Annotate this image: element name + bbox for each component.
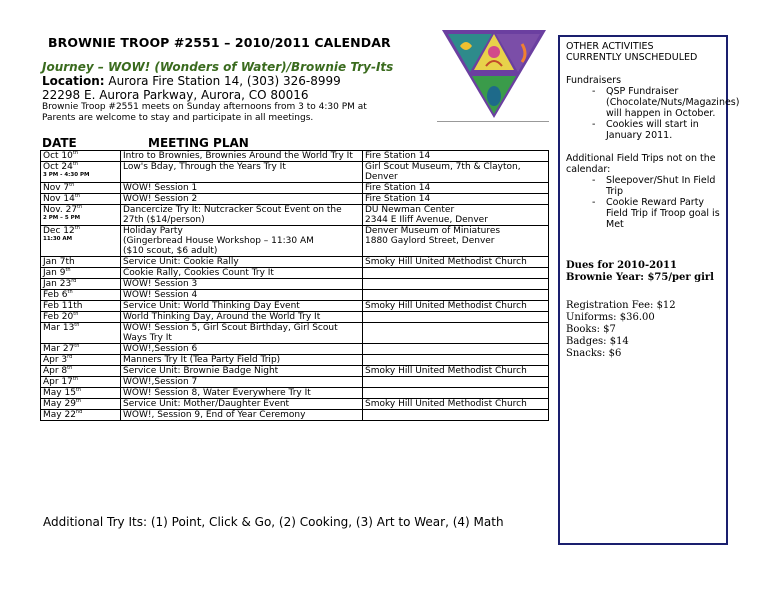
date-cell: May 22nd bbox=[41, 410, 121, 421]
fee-item: Snacks: $6 bbox=[566, 348, 622, 359]
date-column-header: DATE bbox=[42, 136, 77, 150]
additional-try-its: Additional Try Its: (1) Point, Click & Go, (2) Cooking, (3) Art to Wear, (4) Math bbox=[43, 515, 504, 529]
location-cell: DU Newman Center 2344 E Iliff Avenue, Denver bbox=[363, 205, 549, 226]
location-cell bbox=[363, 312, 549, 323]
fee-item: Books: $7 bbox=[566, 324, 616, 335]
table-row bbox=[41, 226, 549, 257]
date-cell: May 15th bbox=[41, 388, 121, 399]
date-cell: Feb 20th bbox=[41, 312, 121, 323]
table-row bbox=[41, 257, 549, 268]
fundraisers-list bbox=[566, 86, 740, 141]
fee-item: Uniforms: $36.00 bbox=[566, 312, 655, 323]
calendar-table bbox=[40, 150, 549, 421]
location-cell: Fire Station 14 bbox=[363, 194, 549, 205]
table-row bbox=[41, 377, 549, 388]
table-row bbox=[41, 388, 549, 399]
list-item: - Cookies will start in January 2011. bbox=[606, 119, 720, 141]
list-item: - Cookie Reward Party Field Trip if Troop goal is Met bbox=[606, 197, 720, 230]
table-row bbox=[41, 312, 549, 323]
fee-item: Registration Fee: $12 bbox=[566, 300, 676, 311]
table-row bbox=[41, 323, 549, 344]
table-row bbox=[41, 344, 549, 355]
meeting-plan-cell: Cookie Rally, Cookies Count Try It bbox=[121, 268, 363, 279]
address-line: 22298 E. Aurora Parkway, Aurora, CO 80016 bbox=[42, 88, 309, 102]
meeting-plan-cell: Service Unit: Cookie Rally bbox=[121, 257, 363, 268]
location-cell bbox=[363, 290, 549, 301]
meeting-info-line1: Brownie Troop #2551 meets on Sunday afternoons from 3 to 4:30 PM at bbox=[42, 102, 367, 112]
date-cell: Feb 11th bbox=[41, 301, 121, 312]
location-cell bbox=[363, 410, 549, 421]
date-cell: Feb 6th bbox=[41, 290, 121, 301]
table-row bbox=[41, 410, 549, 421]
location-cell: Girl Scout Museum, 7th & Clayton, Denver bbox=[363, 162, 549, 183]
meeting-plan-cell: Dancercize Try It: Nutcracker Scout Event on the 27th ($14/person) bbox=[121, 205, 363, 226]
meeting-plan-cell: WOW! Session 4 bbox=[121, 290, 363, 301]
table-row bbox=[41, 355, 549, 366]
date-cell: Nov 7th bbox=[41, 183, 121, 194]
meeting-info bbox=[42, 102, 412, 124]
table-row bbox=[41, 301, 549, 312]
location-cell bbox=[363, 268, 549, 279]
meeting-plan-cell: Manners Try It (Tea Party Field Trip) bbox=[121, 355, 363, 366]
table-row bbox=[41, 279, 549, 290]
table-row bbox=[41, 290, 549, 301]
meeting-plan-cell: WOW! Session 8, Water Everywhere Try It bbox=[121, 388, 363, 399]
location-line bbox=[42, 74, 341, 88]
meeting-info-line2: Parents are welcome to stay and participate in all meetings. bbox=[42, 113, 314, 123]
table-row bbox=[41, 194, 549, 205]
location-value: Aurora Fire Station 14, (303) 326-8999 bbox=[104, 74, 341, 88]
date-cell: Jan 7th bbox=[41, 257, 121, 268]
meeting-plan-cell: Service Unit: Brownie Badge Night bbox=[121, 366, 363, 377]
date-cell: May 29th bbox=[41, 399, 121, 410]
location-cell bbox=[363, 323, 549, 344]
table-row bbox=[41, 268, 549, 279]
table-row bbox=[41, 399, 549, 410]
location-cell bbox=[363, 355, 549, 366]
meeting-plan-cell: Service Unit: Mother/Daughter Event bbox=[121, 399, 363, 410]
location-cell: Smoky Hill United Methodist Church bbox=[363, 301, 549, 312]
dues-text: Dues for 2010-2011 Brownie Year: $75/per girl bbox=[566, 260, 714, 283]
list-item: - Sleepover/Shut In Field Trip bbox=[606, 175, 720, 197]
location-label: Location: bbox=[42, 74, 105, 88]
location-cell: Fire Station 14 bbox=[363, 183, 549, 194]
date-cell: Dec 12th 11:30 AM bbox=[41, 226, 121, 257]
location-cell: Denver Museum of Miniatures 1880 Gaylord Street, Denver bbox=[363, 226, 549, 257]
table-row bbox=[41, 183, 549, 194]
meeting-plan-cell: WOW! Session 3 bbox=[121, 279, 363, 290]
field-trips-list bbox=[566, 175, 720, 230]
table-row bbox=[41, 162, 549, 183]
meeting-plan-cell: Low's Bday, Through the Years Try It bbox=[121, 162, 363, 183]
location-cell: Smoky Hill United Methodist Church bbox=[363, 366, 549, 377]
location-cell bbox=[363, 279, 549, 290]
date-cell: Apr 3rd bbox=[41, 355, 121, 366]
meeting-plan-cell: WOW! Session 5, Girl Scout Birthday, Girl Scout Ways Try It bbox=[121, 323, 363, 344]
date-cell: Apr 17th bbox=[41, 377, 121, 388]
page-title: BROWNIE TROOP #2551 – 2010/2011 CALENDAR bbox=[48, 35, 391, 50]
fundraisers-label: Fundraisers bbox=[566, 75, 622, 86]
location-cell: Smoky Hill United Methodist Church bbox=[363, 399, 549, 410]
other-activities-sidebar bbox=[558, 35, 740, 545]
fees-list bbox=[566, 300, 720, 360]
meeting-plan-cell: WOW!,Session 6 bbox=[121, 344, 363, 355]
date-cell: Nov 14th bbox=[41, 194, 121, 205]
location-cell bbox=[363, 388, 549, 399]
meeting-plan-cell: Holiday Party (Gingerbread House Workshop – 11:30 AM ($10 scout, $6 adult) bbox=[121, 226, 363, 257]
date-cell: Apr 8th bbox=[41, 366, 121, 377]
journey-subtitle: Journey – WOW! (Wonders of Water)/Brownie Try-Its bbox=[42, 60, 394, 74]
meeting-plan-cell: WOW! Session 2 bbox=[121, 194, 363, 205]
meeting-plan-cell: WOW!, Session 9, End of Year Ceremony bbox=[121, 410, 363, 421]
date-cell: Oct 24th 3 PM - 4:30 PM bbox=[41, 162, 121, 183]
date-cell: Oct 10th bbox=[41, 151, 121, 162]
field-trips-label: Additional Field Trips not on the calendar: bbox=[566, 153, 716, 175]
location-cell bbox=[363, 344, 549, 355]
brownie-triangle-logo bbox=[438, 26, 550, 122]
date-cell: Jan 9th bbox=[41, 268, 121, 279]
meeting-plan-cell: Service Unit: World Thinking Day Event bbox=[121, 301, 363, 312]
meeting-plan-cell: WOW! Session 1 bbox=[121, 183, 363, 194]
sidebar-heading: OTHER ACTIVITIES bbox=[566, 41, 654, 52]
meeting-plan-cell: World Thinking Day, Around the World Try It bbox=[121, 312, 363, 323]
date-cell: Jan 23rd bbox=[41, 279, 121, 290]
meeting-plan-column-header: MEETING PLAN bbox=[148, 136, 249, 150]
logo-divider bbox=[437, 121, 549, 122]
table-row bbox=[41, 366, 549, 377]
location-cell bbox=[363, 377, 549, 388]
date-cell: Mar 13th bbox=[41, 323, 121, 344]
date-cell: Nov. 27th 2 PM – 5 PM bbox=[41, 205, 121, 226]
sidebar-subheading: CURRENTLY UNSCHEDULED bbox=[566, 52, 698, 63]
table-row bbox=[41, 151, 549, 162]
list-item: - QSP Fundraiser (Chocolate/Nuts/Magazines) will happen in October. bbox=[606, 86, 720, 119]
fee-item: Badges: $14 bbox=[566, 336, 629, 347]
meeting-plan-cell: Intro to Brownies, Brownies Around the World Try It bbox=[121, 151, 363, 162]
table-row bbox=[41, 205, 549, 226]
location-cell: Fire Station 14 bbox=[363, 151, 549, 162]
date-cell: Mar 27th bbox=[41, 344, 121, 355]
location-cell: Smoky Hill United Methodist Church bbox=[363, 257, 549, 268]
meeting-plan-cell: WOW!,Session 7 bbox=[121, 377, 363, 388]
